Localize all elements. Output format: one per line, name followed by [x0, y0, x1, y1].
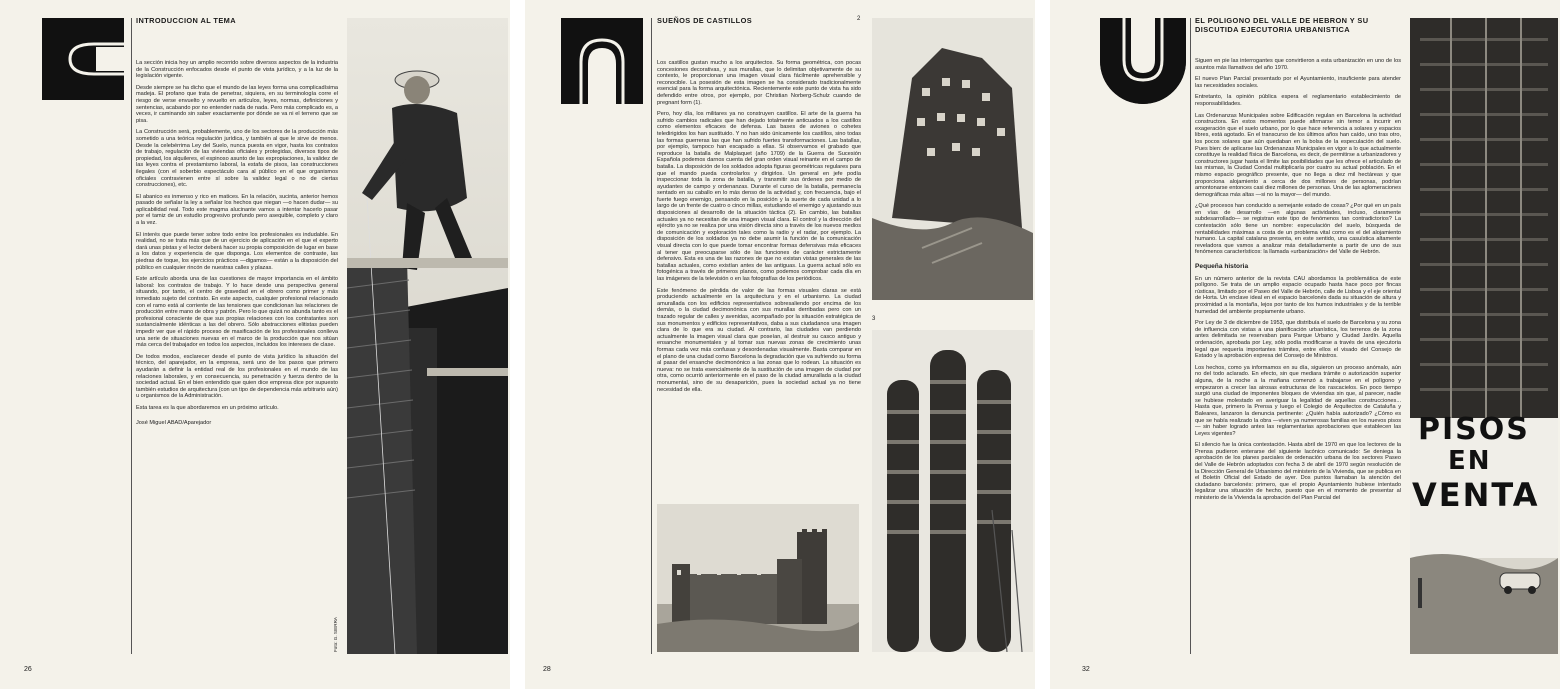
paragraph: El abanico es inmenso y rico en matices. En la relación, sucinta, anterior hemos pasado de señalar la ley a señalar los hechos que niegan —o hacen dudar— su aplicabilidad real. Todo este magma alucinante vamos a intentar hacerlo pasar por el tamiz de un estudio progresivo profundo pero asequible, completo y claro a la vez. — [136, 193, 338, 227]
paragraph: La Construcción será, probablemente, uno de los sectores de la producción más sometido a una teórica regulación jurídica, y también al que le sirve de menos. Desde la celebérrima Ley del Suelo, nunca puesta en vigor, hasta los contratos de trabajo, regulación de las viviendas oficiales y protegidas, diversos tipos de propiedad, los alquileres, el espinoso asunto de las expropiaciones, la validez de las leyes contra el prestamismo laboral, la estafa de pisos, las construcciones ilegales (con el soberbio espectáculo cara al público en el que organismos oficiales contravienen entre sí sobre la validez legal o no de ciertas construcciones), etc. — [136, 129, 338, 189]
paragraph: Pero, hoy día, los militares ya no construyen castillos. El arte de la guerra ha sufrido cambios radicales que han dejado totalmente anticuados a los castillos como elementos eficaces de defensa. Las bases de aviones o cohetes teledirigidos los han sustituido. Y no han sido únicamente los castillos, sino todas las formas guerreras las que han sufrido fuertes transformaciones. Las batallas, por ejemplo, tampoco han escapado a ellas. Si observamos el grabado que reproduce la batalla de Malplaquet (año 1709) de la Guerra de Sucesión Española podemos darnos cuenta del gran orden visual reinante en el campo de batalla. La disposición de los soldados adopta figuras geométricas regulares para que el mando pueda controlarlos y dirigirlos. Un general en jefe podía inspeccionar toda la zona de batalla, y transmitir sus órdenes por medio de ayudantes de campo y ordenanzas. Durante el curso de la batalla, permanecía sentado en su caballo en lo más denso de la actividad y, con frecuencia, bajo el fuerte fuego enemigo, pensando en la posición y la suerte de cada unidad a lo largo de un frente de cuatro o cinco millas, estudiando el enemigo y ajustando sus disposiciones al desarrollo de la situación táctica (2). En cambio, las batallas actuales ya no necesitan de una imagen visual clara. El control y la dirección del ejército ya no se realiza por una visión directa sino a través de los nuevos medios de comunicación y exploración tales como la radio y el radar, por ejemplo. La disposición de los soldados ya no debe asumir la función de la comunicación visual directa con lo que puede tomar encontrar formas defensivas más eficaces al tener que preocuparse sólo de las funciones de carácter estrictamente defensivo. Esta es una de las razones de que no existan vistas generales de las batallas actuales, como existían antes de las antiguas. La guerra actual sólo es fotogénica a través de primeros planos, como podemos comprobar cada día en las imágenes de la televisión o en las fotografías de los periódicos. — [657, 111, 861, 282]
paragraph: Los castillos gustan mucho a los arquitectos. Su forma geométrica, con pocas concesiones decorativas, y sus murallas, que lo delimitan objetivamente de su contexto, le proporcionan una imagen visual clara fácilmente aprehensible y reconocible. La posesión de esta imagen se ha considerado tradicionalmente esencial para la forma arquitectónica. Recientemente este punto de vista ha sido defendido entre otros, por ejemplo, por Christian Norberg-Schulz cuando de pregnant form (1). — [657, 60, 861, 106]
paragraph: El nuevo Plan Parcial presentado por el Ayuntamiento, insuficiente para atender las necesidades sociales. — [1195, 76, 1401, 89]
tower-building-photo — [872, 330, 1033, 652]
author-signature: José Miguel ABAD/Aparejador — [136, 419, 212, 426]
article-title: EL POLIGONO DEL VALLE DE HEBRON Y SU DISCUTIDA EJECUTORIA URBANISTICA — [1195, 16, 1369, 34]
letter-c-icon — [42, 18, 124, 100]
figure-number: 3 — [872, 316, 876, 322]
page-number: 32 — [1082, 666, 1090, 673]
magazine-page-32 — [1050, 0, 1560, 689]
letter-u-icon — [1100, 18, 1186, 104]
column-rule — [131, 18, 132, 654]
column-rule — [1190, 18, 1191, 654]
sign-text-line: EN — [1448, 446, 1492, 476]
article-title: INTRODUCCION AL TEMA — [136, 16, 236, 25]
paragraph: ¿Qué procesos han conducido a semejante estado de cosas? ¿Por qué en un país en vías de desarrollo —en algunas actividades, incluso, claramente subdesarrollado— se registran este tipo de fenómenos tan contradictorios? La contestación sólo tiene un nombre: especulación del suelo, búsqueda de rentabilidades máximas a costa de un problema vital como es el del alojamiento humano. La capital catalana presenta, en este sentido, una casuística altamente reveladora que vamos a analizar más detalladamente a partir de uno de sus fenómenos característicos: la llamada «urbanización» del Valle de Hebrón. — [1195, 203, 1401, 256]
paragraph: En un número anterior de la revista CAU abordamos la problemática de este polígono. Se trata de un amplio espacio ocupado hasta hace poco por fincas rústicas, limitado por el Paseo del Valle de Hebrón, calle de Lisboa y el eje oriental de Horta. Un enclave ideal en el espacio barcelonés dada su situación de altura y proximidad a la montaña, lejos por tanto de los humos industriales y de la terrible humedad del ambiente propiamente urbano. — [1195, 275, 1401, 315]
castle-photo — [657, 504, 859, 652]
article-body — [136, 60, 338, 431]
column-rule — [651, 18, 652, 654]
paragraph: El interés que puede tener sobre todo entre los profesionales es indudable. En realidad, no se trata más que de un ejercicio de aplicación en el que el experto dará unas pistas y el lector deberá hacer su propia composición de lugar en base a los datos y experiencia de que disponga. Los elementos de contraste, las piedras de toque, los ejercicios prácticos —digamos— están a la disposición del público en cualquier rincón de nuestras calles y plazas. — [136, 231, 338, 271]
article-body — [657, 60, 861, 398]
initial-letter-c-graphic — [42, 18, 124, 100]
paragraph: Este artículo aborda una de las cuestiones de mayor importancia en el ámbito laboral: los contratos de trabajo. Y lo hace desde una perspectiva general situando, por tanto, el centro de gravedad en el obrero como primer y más inmediato sujeto del contrato. En este aspecto, cualquier profesional relacionado con el ramo está al corriente de las tensiones que condicionan las relaciones de producción entre mano de obra y patrón. Pero lo que quizá no abunda tanto es el profesional consciente de que sus propias relaciones con los contratantes son sustancialmente idénticas a las del obrero. Sólo abstracciones elitistas pueden impedir ver que el rápido proceso de masificación de los profesionales conlleva una serie de situaciones nuevas en el marco de la producción que nos sitúan más cerca del trabajador en todos los aspectos, incluidos los intereses de clase. — [136, 276, 338, 349]
page-number: 26 — [24, 666, 32, 673]
initial-letter-u-graphic — [1100, 18, 1186, 104]
paragraph: Las Ordenanzas Municipales sobre Edificación regulan en Barcelona la actividad constructora. En estos momentos puede afirmarse sin temor a incurrir en exageración que el suelo urbano, por lo que hace referencia a solares y espacios libres, está agotado. En el transcurso de los últimos años han caído, uno tras otro, los pocos solares que aún quedaban en la bolsa de la especulación del suelo. Pues bien: de aplicarse las Ordenanzas Municipales en vigor a lo que actualmente constituye la realidad física de Barcelona, es decir, de permitirse a urbanizadores y constructores jugar hasta el límite las posibilidades que les ofrece el articulado de las mismas, la Ciudad Condal multiplicaría por cuatro su actual población. En el mismo espacio geográfico presente, que no llega a diez mil hectáreas y que proporciona alojamiento a cerca de dos millones de personas, podrían amontonarse entonces casi diez millones de personas. Una de las aglomeraciones demográficas más altas —si no la mayor— del mundo. — [1195, 112, 1401, 198]
paragraph: Por Ley de 3 de diciembre de 1953, que distribuía el suelo de Barcelona y su zona de influencia con vistas a una planificación urbanística, los terrenos de la zona antes delimitada se reservaban para Parque Urbano y Ciudad Jardín. Aquella ordenación, aprobada por Ley, sólo podía modificarse a través de una ejecutoria legal que requería importantes trámites, entre ellos el visado del Consejo de Estado y la aprobación expresa del Consejo de Ministros. — [1195, 320, 1401, 360]
figure-number: 2 — [857, 16, 861, 22]
article-body — [1195, 58, 1401, 507]
sign-text-line: PISOS — [1418, 412, 1530, 447]
paragraph: De todos modos, esclarecer desde el punto de vista jurídico la situación del técnico, del aparejador, en la empresa, será uno de los pasos que primero ayudarán a definir la entidad real de los profesionales en el mundo de las relaciones laborales, y en consecuencia, su penetración y fuerza dentro de la sociedad actual. En el bien entendido que quien dice empresa dice por supuesto también estudios de arquitectura (con un tipo de dependencia más arbitrario aún) u organismos de la Administración. — [136, 353, 338, 400]
page-number: 28 — [543, 666, 551, 673]
photo-credit: Foto: G. SIERRA — [333, 617, 338, 652]
magazine-page-26 — [0, 0, 510, 689]
sign-text-line: VENTA — [1412, 476, 1540, 514]
magazine-page-28 — [525, 0, 1035, 689]
paragraph: La sección inicia hoy un amplio recorrido sobre diversos aspectos de la industria de la Construcción enfocados desde el punto de vista jurídico, y a la luz de la legislación vigente. — [136, 60, 338, 80]
apartment-tower-photo — [1410, 18, 1558, 654]
paragraph: Este fenómeno de pérdida de valor de las formas visuales claras se está produciendo actualmente en la arquitectura y en el urbanismo. La ciudad amurallada con los edificios representativos sobresaliendo por encima de los demás, o la ciudad decimonónica con sus murallas derribadas pero con un trazado regular de calles y avenidas, acompañado por la situación estratégica de sus monumentos y edificios representativos, daba a sus ciudadanos una imagen clara de lo que era su ciudad. Al contrario, las ciudades van perdiendo actualmente la imagen visual clara que poseían, al destruir su casco antiguo y ensanche monumentales y al tomar sus nuevas zonas de crecimiento unas formas cada vez más confusas y desordenadas visualmente. Basta comparar en el plano de una ciudad como Barcelona la degradación que va sufriendo su forma al pasar del ensanche decimonónico a las zonas que lo rodean. La situación es nueva: no se trata esencialmente de la sustitución de una imagen de ciudad por otra, como ocurrió anteriormente en el paso de la ciudad amurallada a la ciudad monumental, sino de su desaparición, pues la sociedad actual ya no tiene necesidad de ella. — [657, 287, 861, 393]
paragraph: El silencio fue la única contestación. Hasta abril de 1970 en que los lectores de la Prensa pudieron enterarse del siguiente lacónico comunicado: Se deniega la aprobación de los planes parciales de ordenación urbana de los sectores Paseo del Valle de Hebrón adoptados con fecha 3 de abril de 1970 según resolución de la Dirección General de Urbanismo del ministerio de la Vivienda, que se publica en el Boletín Oficial del Estado de ayer. Dos puntos llamaban la atención del ciudadano barcelonés: primero, que el propio Ayuntamiento hubiese intentado legalizar una situación de hecho, puesto que en el momento de presentar al ministerio de la Vivienda la aprobación del Plan Parcial del — [1195, 442, 1401, 502]
paragraph: Los hechos, como ya informamos en su día, siguieron un proceso anómalo, aún no del todo aclarado. En efecto, sin que mediara trámite o autorización superior alguna, de la noche a la mañana comenzó a trabajarse en el polígono y empezaron a crecer las airosas estructuras de los rascacielos. En poco tiempo surgió una ciudad de imponentes bloques de viviendas sin que, al parecer, nadie se hubiese molestado en averiguar la legalidad de aquellas construcciones... Hasta que, primero la Prensa y luego el Colegio de Arquitectos de Cataluña y Baleares, lanzaron la denuncia pertinente: ¿Quién había autorizado? ¿Cómo es que se había realizado la obra —viven ya numerosas familias en los nuevos pisos— sin haber logrado antes las reglamentarias aprobaciones que establecen las Leyes vigentes? — [1195, 364, 1401, 437]
letter-n-icon — [561, 18, 643, 104]
initial-letter-n-graphic — [561, 18, 643, 104]
red-wall-building-photo — [872, 18, 1033, 300]
paragraph: Entretanto, la opinión pública espera el reglamentario establecimiento de responsabilidades. — [1195, 94, 1401, 107]
paragraph: Desde siempre se ha dicho que el mundo de las leyes forma una complicadísima madeja. El profano que trata de penetrar, siquiera, en su terminología corre el riesgo de verse envuelto y revuelto en artículos, leyes, normas, definiciones y sentencias, acabando por no entender nada de nada. Pero más complicado es, a veces, ir caminando sin saber exactamente por dónde se va ni el terreno que se pisa. — [136, 84, 338, 124]
paragraph: Siguen en pie las interrogantes que convirtieron a esta urbanización en uno de los asuntos más llamativos del año 1970. — [1195, 58, 1401, 71]
paragraph: Esta tarea es la que abordaremos en un próximo artículo. — [136, 404, 279, 411]
article-title: SUEÑOS DE CASTILLOS — [657, 16, 753, 25]
construction-worker-photo — [347, 18, 508, 654]
section-subhead: Pequeña historia — [1195, 263, 1249, 271]
